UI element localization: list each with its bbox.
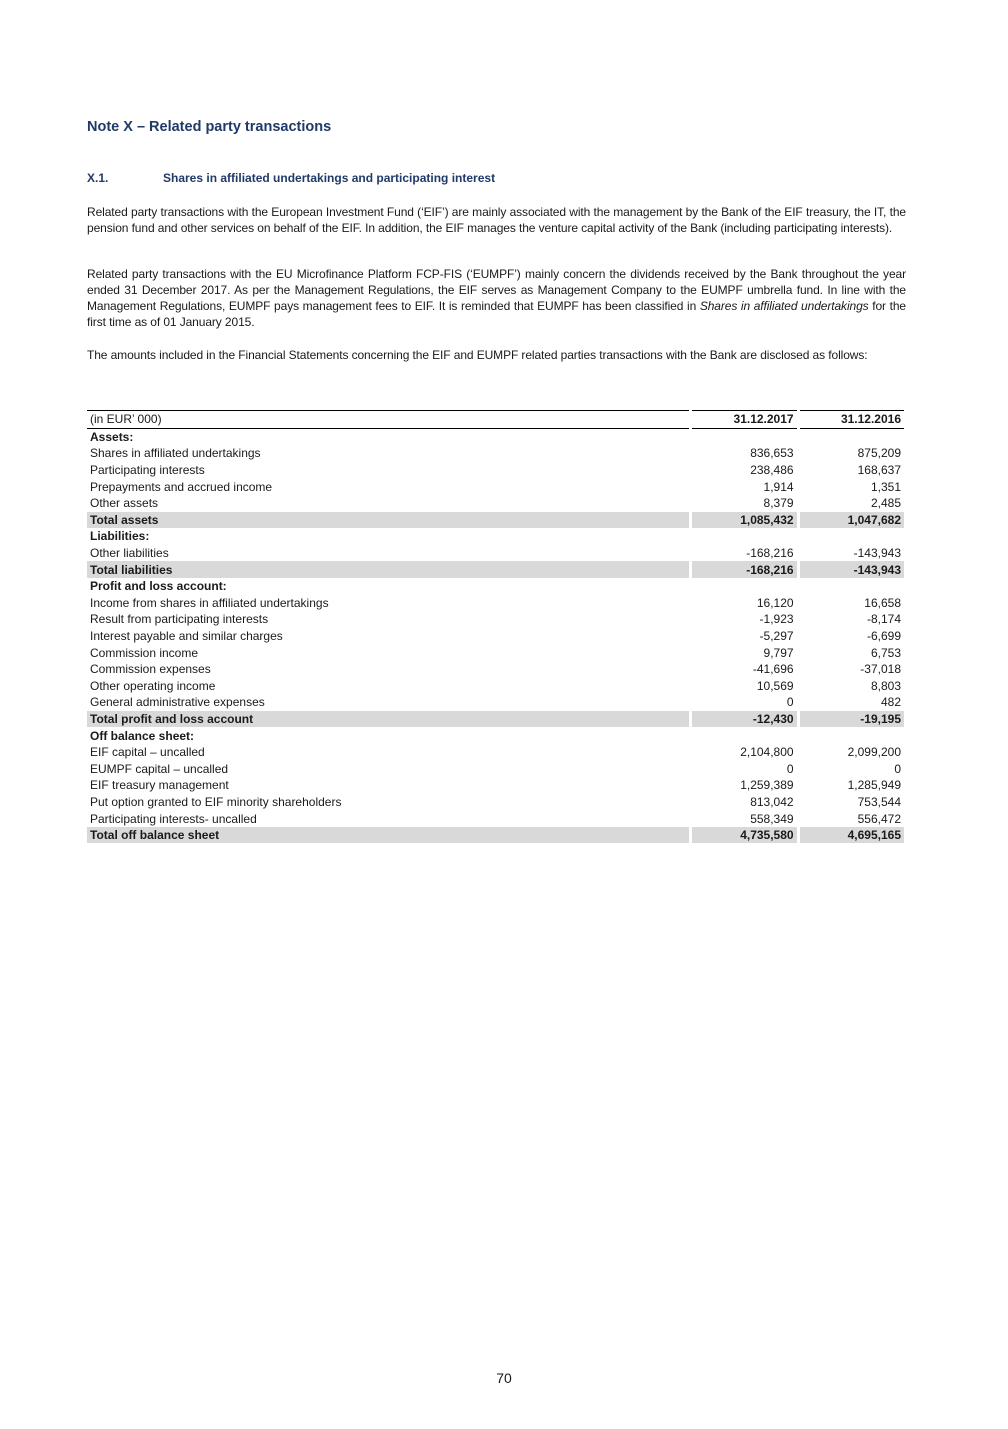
paragraph-eumpf-part2: for the first time as of 01 January 2015. — [87, 299, 906, 329]
row-label: Liabilities: — [90, 529, 150, 544]
row-label: Participating interests — [90, 463, 205, 478]
value-2016: 6,753 — [870, 645, 901, 660]
row-label: Other liabilities — [90, 546, 169, 561]
row-label: Total off balance sheet — [87, 827, 689, 844]
value-2016: -143,943 — [853, 546, 901, 561]
value-2016: -8,174 — [866, 612, 901, 627]
value-2016: 1,047,682 — [800, 512, 904, 529]
page-number: 70 — [496, 1370, 512, 1386]
paragraph-intro-table: The amounts included in the Financial Statements concerning the EIF and EUMPF related parties transactions with the Bank are disclosed as follows: — [87, 348, 868, 362]
row-label: Other assets — [90, 496, 159, 511]
row-label: Total assets — [87, 512, 689, 529]
value-2016: -143,943 — [800, 561, 904, 578]
table-section-row — [87, 578, 904, 595]
value-2017: 10,569 — [756, 678, 794, 693]
value-2017 — [692, 429, 796, 446]
value-2016: -6,699 — [866, 629, 901, 644]
value-2017 — [692, 727, 796, 744]
value-2016: 753,544 — [857, 794, 901, 809]
value-2017: -41,696 — [752, 662, 794, 677]
table-row — [87, 794, 904, 811]
row-label: Other operating income — [90, 678, 216, 693]
row-label: EIF capital – uncalled — [90, 745, 205, 760]
value-2017: 16,120 — [756, 595, 794, 610]
table-unit-label: (in EUR’ 000) — [87, 410, 689, 429]
table-total-row — [87, 711, 904, 728]
table-row — [87, 495, 904, 512]
row-label: Commission expenses — [90, 662, 211, 677]
paragraph-eumpf-emphasis: Shares in affiliated undertakings — [699, 299, 869, 313]
value-2017: 0 — [786, 761, 794, 776]
paragraph-eif: Related party transactions with the European Investment Fund (‘EIF’) are mainly associated with the management by the Bank of the EIF treasury, the IT, the pension fund and other services on behalf of the EIF. In addition, the EIF manages the venture capital activity of the Bank (including participating interests). — [87, 205, 906, 235]
value-2017: -1,923 — [759, 612, 794, 627]
row-label: Participating interests- uncalled — [90, 811, 257, 826]
column-header-2016: 31.12.2016 — [800, 410, 904, 429]
row-label: Commission income — [90, 645, 199, 660]
value-2017: 2,104,800 — [740, 745, 794, 760]
value-2016: -19,195 — [800, 711, 904, 728]
table-row — [87, 462, 904, 479]
value-2017: 813,042 — [750, 794, 794, 809]
value-2016: 2,099,200 — [847, 745, 901, 760]
value-2017: 1,085,432 — [692, 512, 796, 529]
value-2017: 238,486 — [750, 463, 794, 478]
value-2017: 8,379 — [763, 496, 794, 511]
value-2016: -37,018 — [860, 662, 901, 677]
section-number: X.1. — [87, 171, 109, 185]
column-header-2017: 31.12.2017 — [692, 410, 796, 429]
value-2016 — [800, 528, 904, 545]
value-2017: 1,914 — [763, 479, 794, 494]
row-label: EIF treasury management — [90, 778, 229, 793]
table-row — [87, 661, 904, 678]
row-label: Put option granted to EIF minority shareholders — [90, 794, 342, 809]
value-2016: 8,803 — [870, 678, 901, 693]
page-title: Note X – Related party transactions — [87, 119, 332, 135]
value-2017: 836,653 — [750, 446, 794, 461]
table-row — [87, 595, 904, 612]
table-row — [87, 777, 904, 794]
table-row — [87, 760, 904, 777]
section-heading — [87, 171, 495, 185]
value-2017: 4,735,580 — [692, 827, 796, 844]
value-2016: 1,285,949 — [847, 778, 901, 793]
table-row — [87, 694, 904, 711]
value-2016: 482 — [880, 695, 901, 710]
value-2016: 556,472 — [857, 811, 901, 826]
table-row — [87, 545, 904, 562]
table-section-row — [87, 528, 904, 545]
value-2017: 558,349 — [750, 811, 794, 826]
row-label: Total liabilities — [87, 561, 689, 578]
value-2016: 16,658 — [864, 595, 901, 610]
table-row — [87, 445, 904, 462]
row-label: General administrative expenses — [90, 695, 265, 710]
value-2017: -168,216 — [692, 561, 796, 578]
row-label: Result from participating interests — [90, 612, 269, 627]
value-2016 — [800, 727, 904, 744]
value-2016 — [800, 429, 904, 446]
table-total-row — [87, 512, 904, 529]
value-2016: 875,209 — [857, 446, 901, 461]
table-row — [87, 810, 904, 827]
value-2016: 0 — [894, 761, 901, 776]
table-total-row — [87, 561, 904, 578]
row-label: EUMPF capital – uncalled — [90, 761, 229, 776]
table-row — [87, 678, 904, 695]
value-2017: 0 — [786, 695, 794, 710]
value-2017: -168,216 — [746, 546, 794, 561]
paragraph-eumpf — [87, 266, 906, 330]
value-2017: 1,259,389 — [740, 778, 794, 793]
table-section-row — [87, 429, 904, 446]
table-section-row — [87, 727, 904, 744]
value-2017: -12,430 — [692, 711, 796, 728]
table-row — [87, 611, 904, 628]
value-2016: 168,637 — [857, 463, 901, 478]
row-label: Income from shares in affiliated undertakings — [90, 595, 329, 610]
table-row — [87, 744, 904, 761]
value-2017 — [692, 528, 796, 545]
table-header-row — [87, 410, 904, 429]
value-2017: 9,797 — [763, 645, 794, 660]
value-2017: -5,297 — [759, 629, 794, 644]
value-2016: 1,351 — [870, 479, 901, 494]
table-row — [87, 478, 904, 495]
value-2016: 4,695,165 — [800, 827, 904, 844]
table-total-row — [87, 827, 904, 844]
row-label: Off balance sheet: — [90, 728, 195, 743]
table-row — [87, 644, 904, 661]
value-2016: 2,485 — [870, 496, 901, 511]
section-title: Shares in affiliated undertakings and participating interest — [163, 171, 496, 185]
paragraph-eumpf-part1: Related party transactions with the EU Microfinance Platform FCP-FIS (‘EUMPF’) mainly concern the dividends received by the Bank throughout the year ended 31 December 2017. As per the Management Regulations, the EIF serves as Management Company to the EUMPF umbrella fund. In line with the Management Regulations, EUMPF pays management fees to EIF. It is reminded that EUMPF has been classified in — [87, 267, 906, 313]
row-label: Total profit and loss account — [87, 711, 689, 728]
row-label: Assets: — [90, 429, 134, 444]
table-row — [87, 628, 904, 645]
row-label: Interest payable and similar charges — [90, 629, 283, 644]
value-2016 — [800, 578, 904, 595]
value-2017 — [692, 578, 796, 595]
row-label: Profit and loss account: — [90, 579, 227, 594]
row-label: Prepayments and accrued income — [90, 479, 273, 494]
row-label: Shares in affiliated undertakings — [90, 446, 261, 461]
related-party-table — [87, 410, 904, 843]
